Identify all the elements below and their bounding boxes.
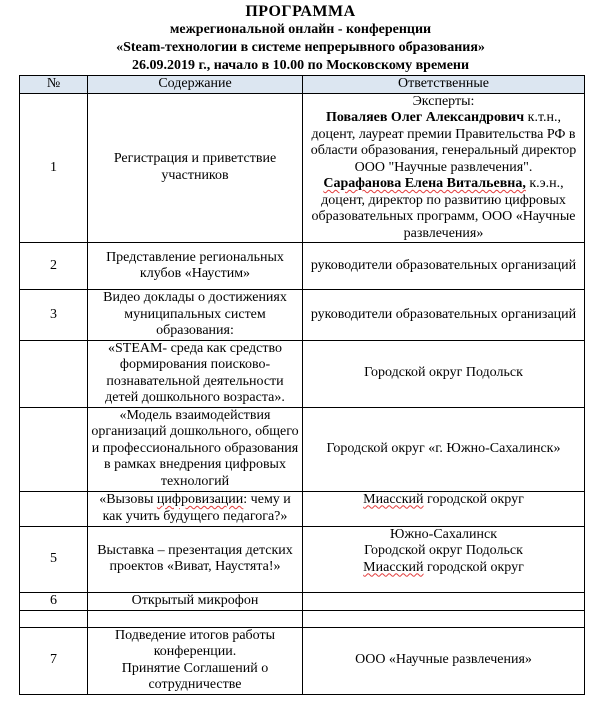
table-row xyxy=(20,610,585,627)
row-content: «Модель взаимодействия организаций дошкольного, общего и профессионального образования в рамках внедрения цифровых технологий xyxy=(88,407,303,491)
document-title: ПРОГРАММА xyxy=(245,3,356,20)
expert-description: к.э.н., доцент, директор по развитию цифровых образовательных программ, ООО «Научные развлечения» xyxy=(311,176,576,241)
row-number: 7 xyxy=(20,627,88,694)
conference-date: 26.09.2019 г., начало в 10.00 по Московскому времени xyxy=(131,58,470,73)
conference-type: межрегиональной онлайн - конференции xyxy=(169,22,432,37)
column-header-content: Содержание xyxy=(88,76,303,94)
row-responsible: ООО «Научные развлечения» xyxy=(303,627,585,694)
table-row xyxy=(20,592,585,610)
row-number xyxy=(20,340,88,407)
content-text: «Вызовы xyxy=(99,492,157,507)
row-content: Регистрация и приветствие участников xyxy=(88,93,303,243)
row-content: Представление региональных клубов «Наустим» xyxy=(88,243,303,290)
responsible-text-misspelled: Миасский xyxy=(363,559,424,575)
row-content: Открытый микрофон xyxy=(88,592,303,610)
row-responsible xyxy=(303,93,585,243)
responsible-text-misspelled: Миасский xyxy=(363,491,424,507)
table-row xyxy=(20,627,585,694)
table-row xyxy=(20,407,585,491)
expert-name: Сарафанова Елена Витальевна, xyxy=(323,176,526,191)
row-responsible: руководители образовательных организаций xyxy=(303,243,585,290)
program-table xyxy=(19,75,585,695)
table-row xyxy=(20,340,585,407)
row-responsible xyxy=(303,610,585,627)
expert-name: Поваляев Олег Александрович xyxy=(326,110,525,125)
document-header xyxy=(0,0,601,75)
content-text-misspelled: цифровизации xyxy=(156,492,244,507)
row-content xyxy=(88,491,303,526)
table-row xyxy=(20,290,585,341)
row-responsible: Городской округ Подольск xyxy=(303,340,585,407)
row-content: Выставка – презентация детских проектов «Виват, Наустята!» xyxy=(88,526,303,592)
row-number: 3 xyxy=(20,290,88,341)
table-row xyxy=(20,243,585,290)
row-responsible xyxy=(303,526,585,592)
responsible-text: городской округ xyxy=(423,559,524,575)
table-row xyxy=(20,526,585,592)
row-responsible xyxy=(303,592,585,610)
experts-label: Эксперты: xyxy=(412,93,475,109)
row-number: 5 xyxy=(20,526,88,592)
content-text: Подведение итогов работы конференции. xyxy=(114,627,276,659)
row-responsible: Городской округ «г. Южно-Сахалинск» xyxy=(303,407,585,491)
responsible-text: городской округ xyxy=(423,491,524,507)
row-number: 1 xyxy=(20,93,88,243)
expert-description: к.т.н., доцент, лауреат премии Правительства РФ в области образования, генеральный директор ООО "Научные развлечения". xyxy=(310,110,577,175)
table-row xyxy=(20,491,585,526)
row-responsible xyxy=(303,491,585,526)
column-header-number: № xyxy=(20,76,88,94)
row-number xyxy=(20,407,88,491)
responsible-text: Южно-Сахалинск xyxy=(389,526,498,542)
conference-name: «Steam-технологии в системе непрерывного образования» xyxy=(116,40,485,55)
table-row xyxy=(20,93,585,243)
table-header-row xyxy=(20,76,585,94)
row-number: 2 xyxy=(20,243,88,290)
row-number xyxy=(20,610,88,627)
row-responsible: руководители образовательных организаций xyxy=(303,290,585,341)
content-text: : чему и как учить будущего педагога?» xyxy=(102,492,291,524)
row-content: Видео доклады о достижениях муниципальных систем образования: xyxy=(88,290,303,341)
row-number xyxy=(20,491,88,526)
row-content xyxy=(88,627,303,694)
content-text: Принятие Соглашений о сотрудничестве xyxy=(121,660,269,692)
column-header-responsible: Ответственные xyxy=(303,76,585,94)
row-number: 6 xyxy=(20,592,88,610)
responsible-text: Городской округ Подольск xyxy=(364,543,523,558)
row-content: «STEAM- среда как средство формирования поисково-познавательной деятельности детей дошкольного возраста». xyxy=(88,340,303,407)
row-content xyxy=(88,610,303,627)
